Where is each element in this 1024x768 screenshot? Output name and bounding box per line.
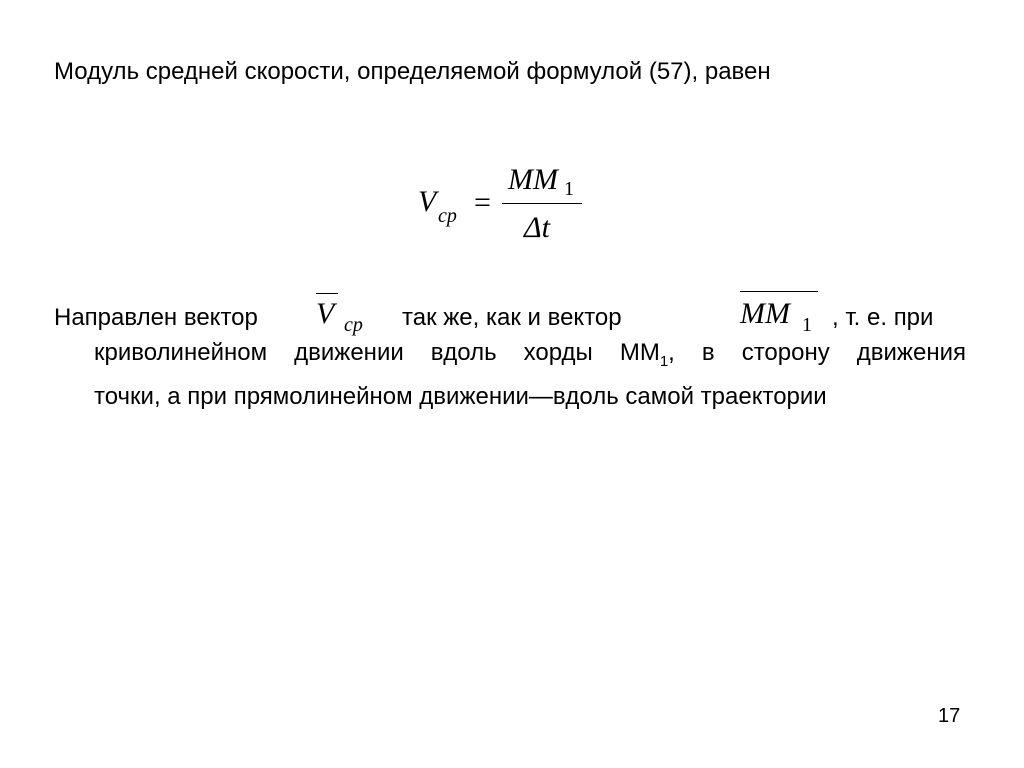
average-speed-formula <box>0 0 1024 260</box>
page-number: 17 <box>938 705 961 727</box>
formula-lhs-subscript: ср <box>438 205 457 227</box>
direction-paragraph <box>54 297 966 414</box>
line2-text-a: криволинейном движении вдоль хорды ММ <box>94 339 660 366</box>
line2-subscript: 1 <box>659 352 669 370</box>
vector-mm-overline <box>740 291 818 292</box>
paragraph-part-3: , т. е. при <box>832 304 934 331</box>
paragraph-line-3: точки, а при прямолинейном движении—вдоль самой траектории <box>94 382 827 410</box>
formula-equals: = <box>474 186 491 219</box>
paragraph-line-2 <box>54 335 966 379</box>
vector-v-overline <box>316 293 338 294</box>
line2-text-b: , в сторону движения <box>668 339 966 366</box>
paragraph-part-2: так же, как и вектор <box>402 304 622 331</box>
vector-v-subscript: ср <box>344 314 363 336</box>
vector-mm-subscript: 1 <box>802 314 812 336</box>
formula-numerator: MM <box>508 163 558 196</box>
formula-numerator-subscript: 1 <box>564 178 574 200</box>
paragraph-line-1 <box>54 297 966 336</box>
vector-mm-symbol: MM <box>740 297 790 330</box>
formula-lhs-symbol: V <box>418 185 437 218</box>
formula-denominator: Δt <box>524 211 550 244</box>
slide-heading: Модуль средней скорости, определяемой формулой (57), равен <box>54 58 771 85</box>
paragraph-part-1: Направлен вектор <box>54 304 258 331</box>
vector-v-symbol: V <box>316 297 335 330</box>
fraction-bar <box>502 203 582 204</box>
